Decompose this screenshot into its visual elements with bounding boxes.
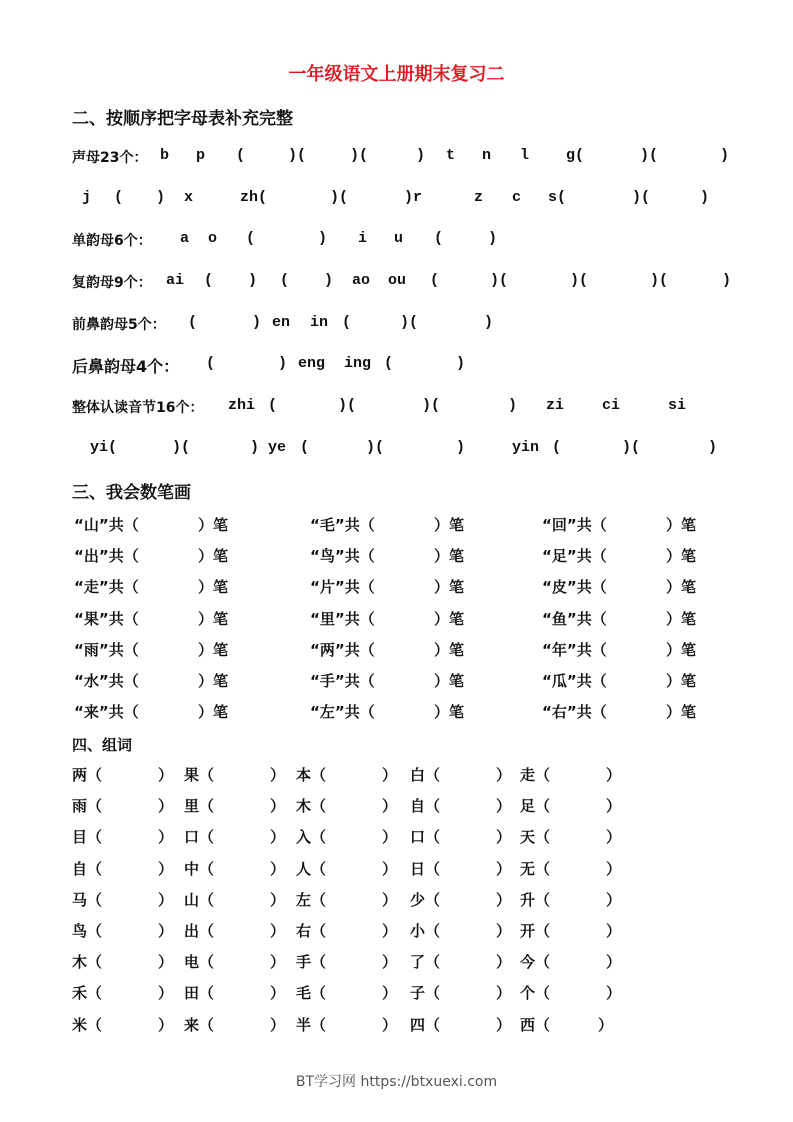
stroke-item: “果”共（ [74,609,139,628]
word-item: 本（ [296,766,327,784]
blank-paren: )( [422,397,441,414]
word-blank-end: ） [158,828,174,847]
pinyin-token: eng [298,355,326,372]
word-blank-end: ） [270,890,286,909]
stroke-item: “出”共（ [74,547,139,566]
word-item: 来（ [184,1015,215,1034]
alphabet-row-label: 前鼻韵母5个： [72,317,166,333]
pinyin-token: l [520,147,530,164]
blank-paren: ( [236,147,246,164]
blank-paren: )( [640,147,659,164]
word-blank-end: ） [158,1015,174,1034]
word-blank-end: ） [270,828,286,847]
word-blank-end: ） [382,922,398,940]
blank-paren: ) [700,189,710,206]
word-item: 个（ [520,984,551,1003]
stroke-blank-end: ）笔 [434,578,465,597]
blank-paren: ) [508,397,518,414]
stroke-item: “手”共（ [310,672,375,690]
stroke-item: “皮”共（ [542,578,607,597]
pinyin-token: ing [344,355,372,372]
blank-paren: )( [570,272,589,289]
word-blank-end: ） [606,828,622,847]
word-item: 电（ [184,953,215,972]
blank-paren: ( [300,439,310,456]
word-blank-end: ） [606,797,622,816]
word-item: 左（ [296,890,327,909]
word-item: 少（ [410,890,441,909]
blank-paren: ) [416,147,426,164]
stroke-item: “左”共（ [310,703,375,722]
word-item: 鸟（ [72,922,103,940]
stroke-blank-end: ）笔 [198,640,229,659]
blank-paren: )( [330,189,349,206]
blank-paren: )r [404,189,423,206]
word-blank-end: ） [270,766,286,784]
word-item: 白（ [410,766,441,784]
word-item: 出（ [184,922,215,940]
pinyin-token: u [394,230,404,247]
stroke-item: “水”共（ [74,672,139,690]
word-item: 无（ [520,859,551,878]
blank-paren: ( [204,272,214,289]
word-blank-end: ） [270,1015,286,1034]
stroke-blank-end: ）笔 [666,516,697,534]
word-blank-end: ） [496,922,512,940]
word-item: 目（ [72,828,103,847]
stroke-item: “雨”共（ [74,640,139,659]
word-blank-end: ） [382,828,398,847]
word-item: 四（ [410,1015,441,1034]
word-blank-end: ） [270,797,286,816]
blank-paren: ( [246,230,256,247]
word-blank-end: ） [606,890,622,909]
word-blank-end: ） [270,859,286,878]
word-item: 日（ [410,859,441,878]
stroke-blank-end: ）笔 [666,672,697,690]
word-blank-end: ） [496,953,512,972]
stroke-blank-end: ）笔 [198,609,229,628]
word-blank-end: ） [158,953,174,972]
alphabet-row-label: 单韵母6个： [72,233,152,249]
blank-paren: ) [318,230,328,247]
word-blank-end: ） [496,797,512,816]
word-item: 足（ [520,797,551,816]
blank-paren: zh( [240,189,268,206]
word-blank-end: ） [496,859,512,878]
blank-paren: )( [172,439,191,456]
blank-paren: ) [324,272,334,289]
word-blank-end: ） [606,953,622,972]
pinyin-token: z [474,189,484,206]
word-blank-end: ） [606,859,622,878]
alphabet-row-label: 声母23个： [72,150,148,166]
blank-paren: ( [430,272,440,289]
stroke-blank-end: ）笔 [198,703,229,722]
word-blank-end: ） [382,859,398,878]
stroke-blank-end: ）笔 [434,516,465,534]
pinyin-token: x [184,189,194,206]
word-item: 西（ [520,1015,551,1034]
blank-paren: ( [114,189,124,206]
stroke-item: “足”共（ [542,547,607,566]
word-item: 雨（ [72,797,103,816]
pinyin-token: en [272,314,291,331]
word-item: 口（ [410,828,441,847]
stroke-item: “片”共（ [310,578,375,597]
footer-watermark: BT学习网 https://btxuexi.com [295,1074,498,1090]
word-item: 毛（ [296,984,327,1003]
stroke-item: “毛”共（ [310,516,375,534]
word-item: 马（ [72,890,103,909]
word-blank-end: ） [382,797,398,816]
stroke-item: “鱼”共（ [542,609,607,628]
blank-paren: ) [720,147,730,164]
pinyin-token: ci [602,397,621,414]
blank-paren: )( [650,272,669,289]
section-3-heading: 三、我会数笔画 [72,483,191,503]
word-blank-end: ） [158,766,174,784]
word-blank-end: ） [270,922,286,940]
stroke-item: “回”共（ [542,516,607,534]
word-blank-end: ） [158,859,174,878]
stroke-item: “鸟”共（ [310,547,375,566]
blank-paren: ) [722,272,732,289]
word-item: 开（ [520,922,551,940]
word-item: 口（ [184,828,215,847]
word-item: 木（ [72,953,103,972]
stroke-item: “山”共（ [74,516,139,534]
word-blank-end: ） [496,984,512,1003]
stroke-item: “右”共（ [542,703,607,722]
alphabet-row-label: 整体认读音节16个： [72,400,204,416]
blank-paren: ) [456,439,466,456]
stroke-blank-end: ）笔 [198,547,229,566]
blank-paren: ( [384,355,394,372]
word-item: 入（ [296,828,327,847]
stroke-item: “走”共（ [74,578,139,597]
blank-paren: )( [400,314,419,331]
blank-paren: ) [156,189,166,206]
blank-paren: ) [278,355,288,372]
blank-paren: s( [548,189,567,206]
stroke-blank-end: ）笔 [434,703,465,722]
blank-paren: ) [708,439,718,456]
section-4-heading: 四、组词 [72,736,133,754]
stroke-item: “两”共（ [310,640,375,659]
blank-paren: ) [456,355,466,372]
page-title: 一年级语文上册期末复习二 [288,64,505,85]
word-blank-end: ） [158,890,174,909]
word-blank-end: ） [496,1015,512,1034]
word-item: 半（ [296,1015,327,1034]
blank-paren: )( [632,189,651,206]
blank-paren: ( [188,314,198,331]
word-blank-end: ） [606,984,622,1003]
stroke-item: “来”共（ [74,703,139,722]
word-blank-end: ） [382,766,398,784]
word-blank-end: ） [496,766,512,784]
word-item: 天（ [520,828,551,847]
word-blank-end: ） [382,1015,398,1034]
pinyin-token: i [358,230,368,247]
word-blank-end: ） [270,953,286,972]
blank-paren: ( [268,397,278,414]
stroke-blank-end: ）笔 [666,578,697,597]
blank-paren: )( [622,439,641,456]
word-item: 走（ [520,766,551,784]
blank-paren: ) [248,272,258,289]
blank-paren: ) [488,230,498,247]
pinyin-token: n [482,147,492,164]
pinyin-token: p [196,147,206,164]
pinyin-token: zi [546,397,565,414]
word-item: 里（ [184,797,215,816]
section-2-heading: 二、按顺序把字母表补充完整 [72,109,293,129]
stroke-blank-end: ）笔 [666,609,697,628]
pinyin-token: in [310,314,329,331]
stroke-blank-end: ）笔 [434,672,465,690]
blank-paren: ) [484,314,494,331]
blank-paren: g( [566,147,585,164]
word-blank-end: ） [158,922,174,940]
word-blank-end: ） [606,922,622,940]
blank-paren: )( [366,439,385,456]
word-item: 自（ [410,797,441,816]
word-blank-end: ） [606,766,622,784]
pinyin-token: a [180,230,190,247]
stroke-blank-end: ）笔 [198,516,229,534]
word-item: 木（ [296,797,327,816]
stroke-blank-end: ）笔 [434,609,465,628]
pinyin-token: t [446,147,456,164]
word-item: 自（ [72,859,103,878]
word-blank-end: ） [496,828,512,847]
word-blank-end: ） [382,953,398,972]
pinyin-token: si [668,397,687,414]
blank-paren: )( [350,147,369,164]
stroke-blank-end: ）笔 [666,640,697,659]
pinyin-token: o [208,230,218,247]
word-item: 右（ [296,922,327,940]
word-item: 中（ [184,859,215,878]
blank-paren: yi( [90,439,118,456]
stroke-blank-end: ）笔 [666,547,697,566]
pinyin-token: ao [352,272,371,289]
blank-paren: ( [280,272,290,289]
word-blank-end: ） [270,984,286,1003]
alphabet-row-label: 复韵母9个： [72,275,152,291]
pinyin-token: ai [166,272,185,289]
blank-paren: ) [252,314,262,331]
stroke-blank-end: ）笔 [666,703,697,722]
blank-paren: ) [250,439,260,456]
word-item: 升（ [520,890,551,909]
stroke-item: “瓜”共（ [542,672,607,690]
word-item: 人（ [296,859,327,878]
word-item: 子（ [410,984,441,1003]
stroke-blank-end: ）笔 [434,547,465,566]
word-item: 手（ [296,953,327,972]
pinyin-token: ye [268,439,287,456]
word-item: 田（ [184,984,215,1003]
word-item: 米（ [72,1015,103,1034]
pinyin-token: j [82,189,92,206]
word-item: 山（ [184,890,215,909]
word-blank-end: ） [382,890,398,909]
word-blank-end: ） [158,797,174,816]
blank-paren: ( [434,230,444,247]
blank-paren: ( [552,439,562,456]
word-item: 果（ [184,766,215,784]
pinyin-token: ou [388,272,407,289]
stroke-blank-end: ）笔 [198,672,229,690]
blank-paren: ( [206,355,216,372]
pinyin-token: zhi [228,397,256,414]
word-item: 两（ [72,766,103,784]
pinyin-token: yin [512,439,540,456]
stroke-item: “年”共（ [542,640,607,659]
word-item: 了（ [410,953,441,972]
word-item: 小（ [410,922,441,940]
stroke-blank-end: ）笔 [198,578,229,597]
word-blank-end: ） [158,984,174,1003]
word-item: 今（ [520,953,551,972]
stroke-blank-end: ）笔 [434,640,465,659]
blank-paren: ( [342,314,352,331]
blank-paren: )( [490,272,509,289]
word-item: 禾（ [72,984,103,1003]
word-blank-end: ） [496,890,512,909]
blank-paren: )( [288,147,307,164]
alphabet-row-label: 后鼻韵母4个： [72,357,180,376]
pinyin-token: b [160,147,170,164]
blank-paren: )( [338,397,357,414]
stroke-item: “里”共（ [310,609,375,628]
word-blank-end: ） [598,1015,614,1034]
pinyin-token: c [512,189,522,206]
word-blank-end: ） [382,984,398,1003]
